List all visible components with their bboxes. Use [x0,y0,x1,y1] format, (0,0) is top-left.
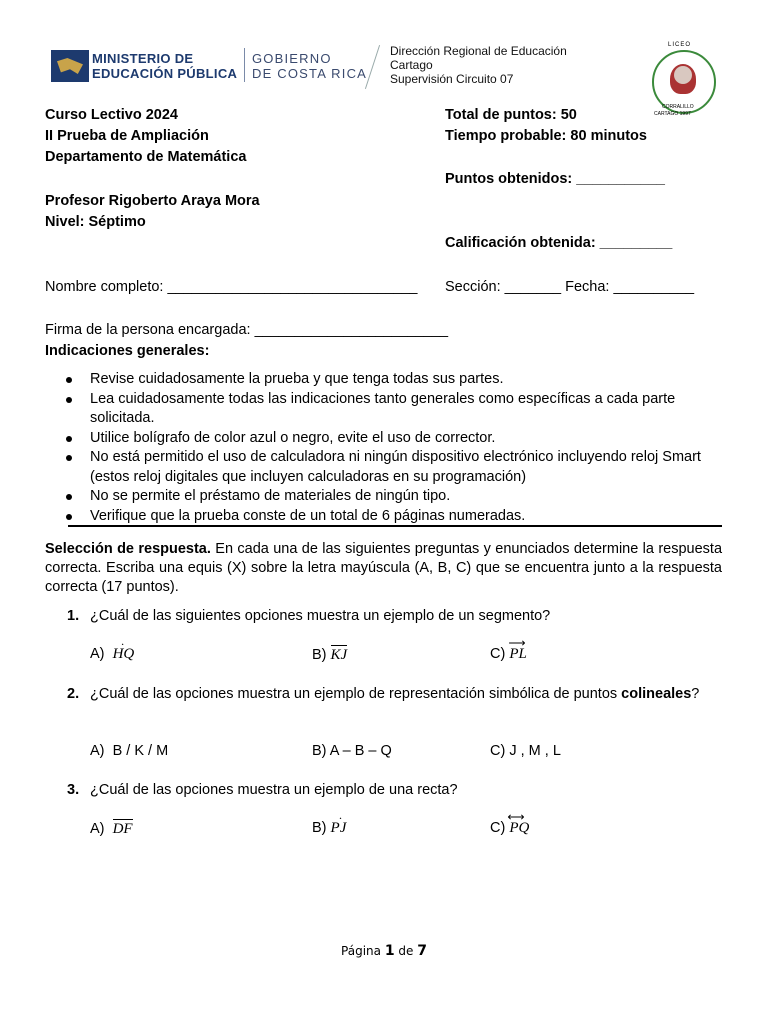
ray-symbol: · HQ [113,645,135,664]
q3-option-c[interactable]: C) ⟷ PQ [490,819,529,838]
list-item: Lea cuidadosamente todas las indicaciones tanto generales como específicas a cada parte solicitada. [66,390,726,429]
q1-option-a[interactable]: A) · HQ [90,645,134,664]
school-seal-icon: LICEO CORRALILLO CARTAGO 1997 [648,42,718,118]
logo-ministry-text: MINISTERIO DE EDUCACIÓN PÚBLICA [92,51,238,81]
segment-symbol: KJ [330,647,348,663]
list-item: Verifique que la prueba conste de un total de 6 páginas numeradas. [66,507,726,527]
indications-title: Indicaciones generales: [45,343,210,359]
full-name-field[interactable]: Nombre completo: _______________________________ [45,279,418,295]
level: Nivel: Séptimo [45,214,146,230]
section-date-field[interactable]: Sección: _______ Fecha: __________ [445,279,695,295]
indications-list [66,370,726,526]
segment-symbol: DF [112,821,133,837]
line-symbol: ⟷ PQ [509,819,529,838]
costa-rica-map-icon [51,50,89,82]
test-name: II Prueba de Ampliación [45,128,209,144]
teacher-name: Profesor Rigoberto Araya Mora [45,193,260,209]
question-2: 2. ¿Cuál de las opciones muestra un ejemplo de representación simbólica de puntos colineales? [67,686,700,702]
department: Departamento de Matemática [45,149,247,165]
list-item: Revise cuidadosamente la prueba y que tenga todas sus partes. [66,370,726,390]
q2-option-b[interactable]: B) A – B – Q [312,743,392,759]
mep-logo [48,46,378,86]
total-points: Total de puntos: 50 [445,107,577,123]
q3-option-b[interactable]: B) · PJ [312,819,346,838]
grade-field[interactable]: Calificación obtenida: _________ [445,235,673,251]
list-item: Utilice bolígrafo de color azul o negro, evite el uso de corrector. [66,429,726,449]
q2-option-c[interactable]: C) J , M , L [490,743,561,759]
estimated-time: Tiempo probable: 80 minutos [445,128,647,144]
logo-separator [244,48,245,82]
list-item: No se permite el préstamo de materiales de ningún tipo. [66,487,726,507]
course-year: Curso Lectivo 2024 [45,107,178,123]
signature-field[interactable]: Firma de la persona encargada: ________________________ [45,322,449,338]
vector-symbol: ⟶ PL [509,645,527,664]
section-divider [68,525,722,527]
points-obtained-field[interactable]: Puntos obtenidos: ___________ [445,171,665,187]
ray-symbol: · PJ [331,819,347,838]
page-number: Página 1 de 7 [341,943,427,959]
list-item: No está permitido el uso de calculadora ni ningún dispositivo electrónico incluyendo reloj Smart (estos reloj digitales que incluyen calculadoras en su programación) [66,448,726,487]
logo-government-text: GOBIERNO DE COSTA RICA [252,51,368,81]
q2-option-a[interactable]: A) B / K / M [90,743,169,759]
q1-option-c[interactable]: C) ⟶ PL [490,645,527,664]
section-instructions: Selección de respuesta. En cada una de las siguientes preguntas y enunciados determine la respuesta correcta. Escriba una equis (X) sobre la letra mayúscula (A, B, C) que se encuentra junto a la respuesta correcta (17 puntos). [45,541,723,595]
q1-option-b[interactable]: B) KJ [312,647,348,663]
regional-direction: Dirección Regional de Educación Cartago Supervisión Circuito 07 [390,44,567,86]
q3-option-a[interactable]: A) DF [90,821,133,837]
header-divider [365,45,380,89]
